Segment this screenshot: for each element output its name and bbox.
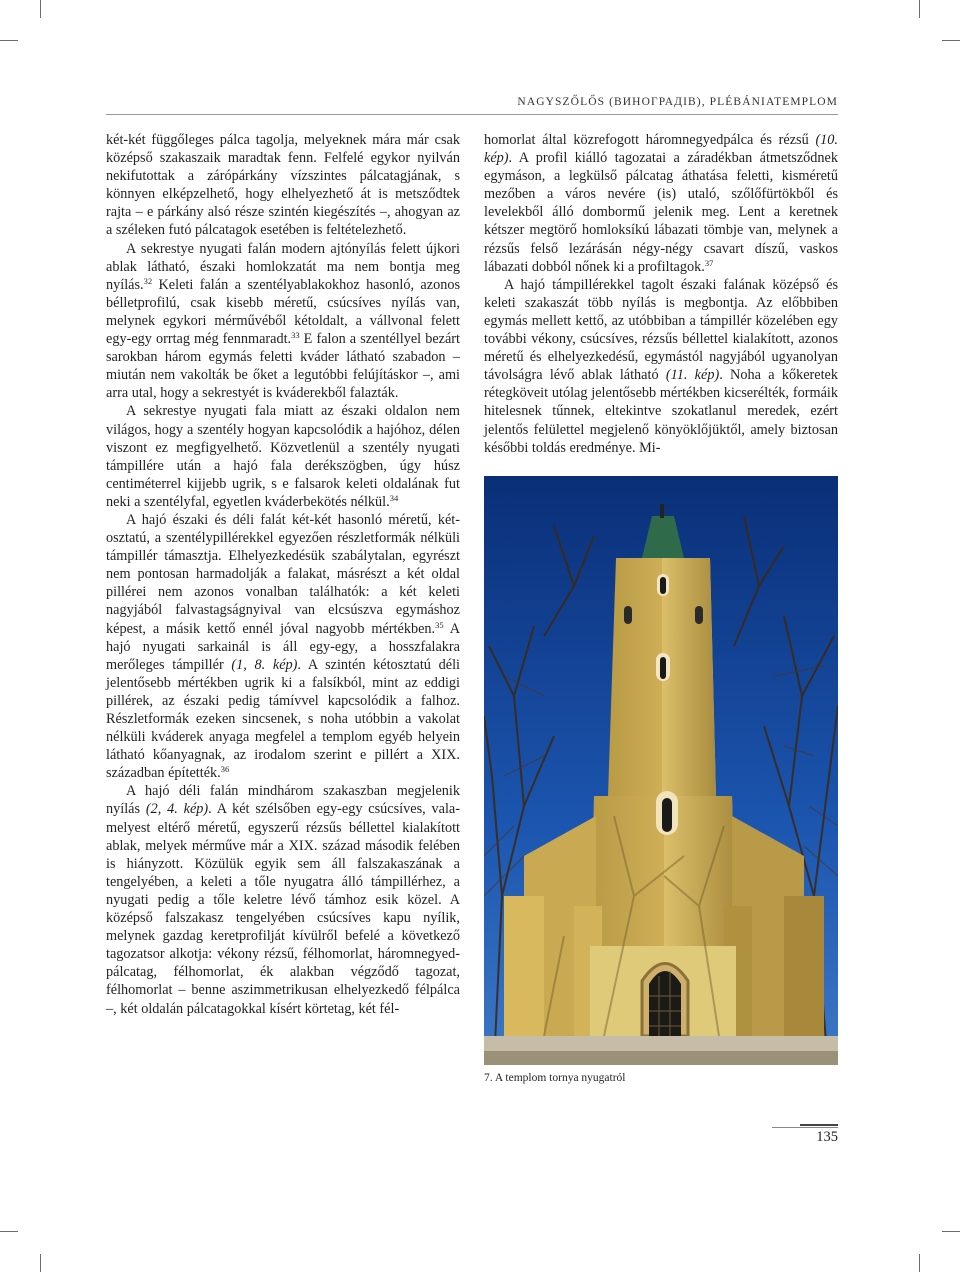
folio-rule: [800, 1124, 838, 1126]
left-text-column: [106, 131, 460, 1018]
right-text-column: [484, 131, 838, 457]
crop-mark: [0, 1231, 18, 1232]
crop-mark: [919, 0, 920, 18]
crop-mark: [40, 1254, 41, 1272]
body-paragraph: A hajó déli falán mindhárom szakaszban megjelenik nyílás (2, 4. kép). A két szélsőben egy-egy csúcsíves, valamelyest eltérő méretű, egyszerű rézsűs béllettel kialakított ablak, melyek mérműve már a XIX. század második felében is hiányzott. Közülük egyik sem áll falszakaszának a tengelyében, a keleti a tőle nyugatra álló támpillérhez, a nyugati pedig a tőle keletre lévő támhoz esik közel. A középső falszakasz tengelyében csúcsíves kapu nyílik, melynek gazdag keretprofilját kívülről befelé a következő tagozatsor alkotja: vékony rézsű, félhomorlat, háromnegyed-pálcatag, félhomorlat, ék alakban végződő tagozat, félhomorlat – benne aszimmetrikusan elhelyezkedő félpálca –, két oldalán pálcatagokkal kísért körtetag, két fél-: [106, 783, 460, 1017]
crop-mark: [942, 1231, 960, 1232]
body-paragraph: két-két függőleges pálca tagolja, melyeknek mára már csak középső szakaszaik maradtak fenn. Felfelé egykor nyilván nekifutottak a zárópárkány vízszintes pálcatagjának, s könnyen elképzelhető, hogy elhelyezhető át is metsződtek rajta – e párkány alsó része szintén kiegészítés –, ahogyan az a széleken futó pálcatagok esetében is feltételezhető.: [106, 132, 460, 239]
crop-mark: [919, 1254, 920, 1272]
crop-mark: [0, 40, 18, 41]
body-paragraph: A hajó támpillérekkel tagolt északi falának középső és keleti szakaszát több nyílás is megbontja. Az előbbiben egymás mellett kettő, az utóbbiban a támpillér közelében egy további vékony, csúcsíves, rézsűs béllettel kialakított, azonos méretű és elhelyezkedésű, egymástól nagyjából ugyanolyan távolságra lévő ablak látható (11. kép). Noha a kőkeretek rétegköveit utólag jelentősebb mértékben kicserélték, formáik hitelesnek tűnnek, eltekintve szokatlanul meredek, ezért jelentős felülettel megjelenő könyöklőjüktől, amely biztosan későbbi toldás eredménye. Mi-: [484, 276, 838, 456]
body-paragraph: A sekrestye nyugati fala miatt az északi oldalon nem világos, hogy a szentély hogyan kapcsolódik a hajóhoz, délen viszont ez megfigyelhető. Közvetlenül a szentély nyugati támpillére után a hajó fala derékszögben, úgy húsz centiméterrel kijjebb ugrik, s e falsarok keleti oldalának fut neki a szentélyfal, egyetlen kváderbekötés nélkül.$^{34}$: [106, 403, 460, 510]
crop-mark: [942, 40, 960, 41]
folio-rule: [772, 1127, 838, 1128]
running-header: NAGYSZŐLŐS (ВИНОГРАДІВ), PLÉBÁNIATEMPLOM: [517, 96, 838, 108]
body-paragraph: A hajó északi és déli falát két-két hasonló méretű, kétosztatú, a szentélypillérekkel egyezően részletformák nélküli támpillér támasztja. Elhelyezkedésük szabálytalan, egyrészt nem pontosan harmadolják a falakat, másrészt a két oldal pillérei nem azonos vonalban találhatók: a két keleti nagyjából falvastagságnyival van elcsúszva egymáshoz képest, a másik kettő ennél jóval nagyobb mértékben.$^{35}$ A hajó nyugati sarkainál is áll egy-egy, a hosszfalakra merőleges támpillér (1, 8. kép). A szintén kétosztatú déli jelentősebb mértékben ugrik ki a falsíkból, mint az eddigi pillérek, az északi pedig támívvel kapcsolódik a falhoz. Részletformák ezeken sincsenek, s noha utóbbin a vakolat nélküli kváderek anyaga megfelel a templom egyéb helyein látható kőanyagnak, az irodalom szerint e pillért a XIX. században építették.$^{36}$: [106, 511, 460, 782]
body-paragraph: A sekrestye nyugati falán modern ajtónyílás felett újkori ablak látható, északi homlokzatát ma nem bontja meg nyílás.$^{32}$ Keleti falán a szentélyablakokhoz hasonló, azonos bélletprofilú, csak kisebb méretű, csúcsíves nyílás van, melynek egykori mérművéből kétoldalt, a vállvonal felett egy-egy orrtag még fennmaradt.$^{33}$ E falon a szentéllyel bezárt sarokban három egymás feletti kváder látható szabadon – miután nem vakolták be őket a legutóbbi felújításkor –, ami arra utal, hogy a sekrestyét is kváderekből falazták.: [106, 240, 460, 402]
header-rule: [106, 114, 838, 115]
figure-church-tower-photo: [484, 476, 838, 1065]
crop-mark: [40, 0, 41, 18]
page-number: 135: [816, 1129, 838, 1145]
body-paragraph: homorlat által közrefogott háromnegyedpálca és rézsű (10. kép). A profil kiálló tagozatai a záradékban átmetsződnek egymáson, a legkülső pálcatag áthatása feletti, kisméretű mezőben a város nevére (is) utaló, szőlőfürtökből és levelekből álló dombormű jelenik meg. Lent a keretnek kétszer megtörő homloksíkú lábazati tömbje van, melynek a rézsűs felső lezárásán négy-négy csavart díszű, vaskos lábazati dobból nőnek ki a profiltagok.$^{37}$: [484, 132, 838, 275]
figure-caption: 7. A templom tornya nyugatról: [484, 1072, 626, 1084]
